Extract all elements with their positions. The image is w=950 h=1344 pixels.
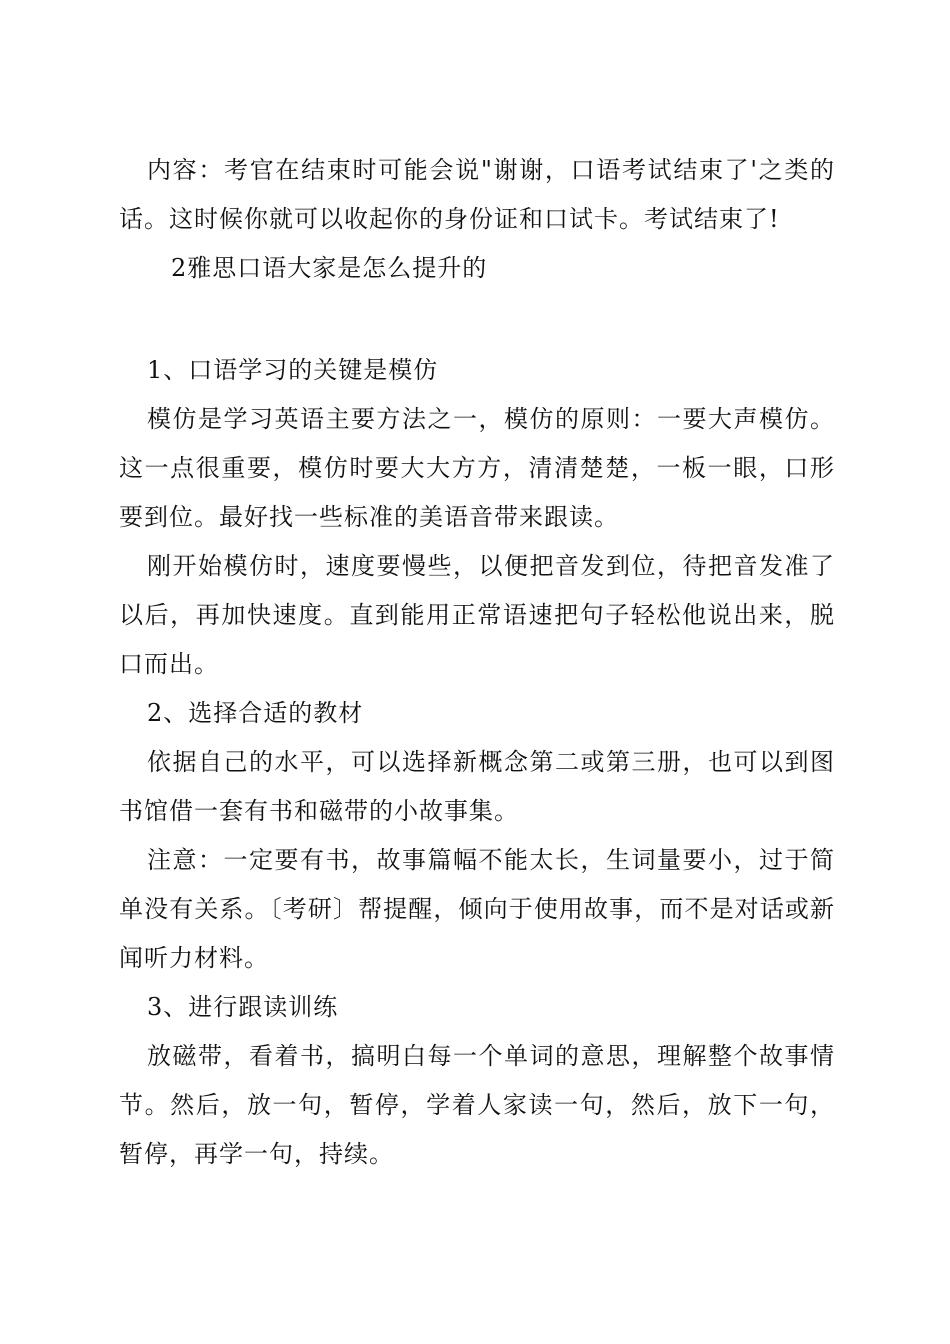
spacer xyxy=(119,293,835,346)
paragraph-materials-note: 注意：一定要有书，故事篇幅不能太长，生词量要小，过于简单没有关系。〔考研〕帮提醒，倾向于使用故事，而不是对话或新闻听力材料。 xyxy=(119,846,835,972)
paragraph-imitation-speed: 刚开始模仿时，速度要慢些，以便把音发到位，待把音发准了以后，再加快速度。直到能用正常语速把句子轻松他说出来，脱口而出。 xyxy=(119,552,835,678)
heading-imitation: 1、口语学习的关键是模仿 xyxy=(147,356,439,384)
section-heading-ielts: 2雅思口语大家是怎么提升的 xyxy=(171,254,488,282)
document-page xyxy=(119,146,835,1179)
heading-follow-reading: 3、进行跟读训练 xyxy=(147,993,339,1021)
paragraph-exam-ending: 内容：考官在结束时可能会说"谢谢，口语考试结束了'之类的话。这时候你就可以收起你的身份证和口试卡。考试结束了! xyxy=(119,156,835,233)
paragraph-follow-reading: 放磁带，看着书，搞明白每一个单词的意思，理解整个故事情节。然后，放一句，暂停，学着人家读一句，然后，放下一句，暂停，再学一句，持续。 xyxy=(119,1042,835,1168)
paragraph-imitation-principle: 模仿是学习英语主要方法之一，模仿的原则：一要大声模仿。这一点很重要，模仿时要大大方方，清清楚楚，一板一眼，口形要到位。最好找一些标准的美语音带来跟读。 xyxy=(119,405,835,531)
paragraph-materials-choice: 依据自己的水平，可以选择新概念第二或第三册，也可以到图书馆借一套有书和磁带的小故事集。 xyxy=(119,748,835,825)
heading-materials: 2、选择合适的教材 xyxy=(147,699,364,727)
